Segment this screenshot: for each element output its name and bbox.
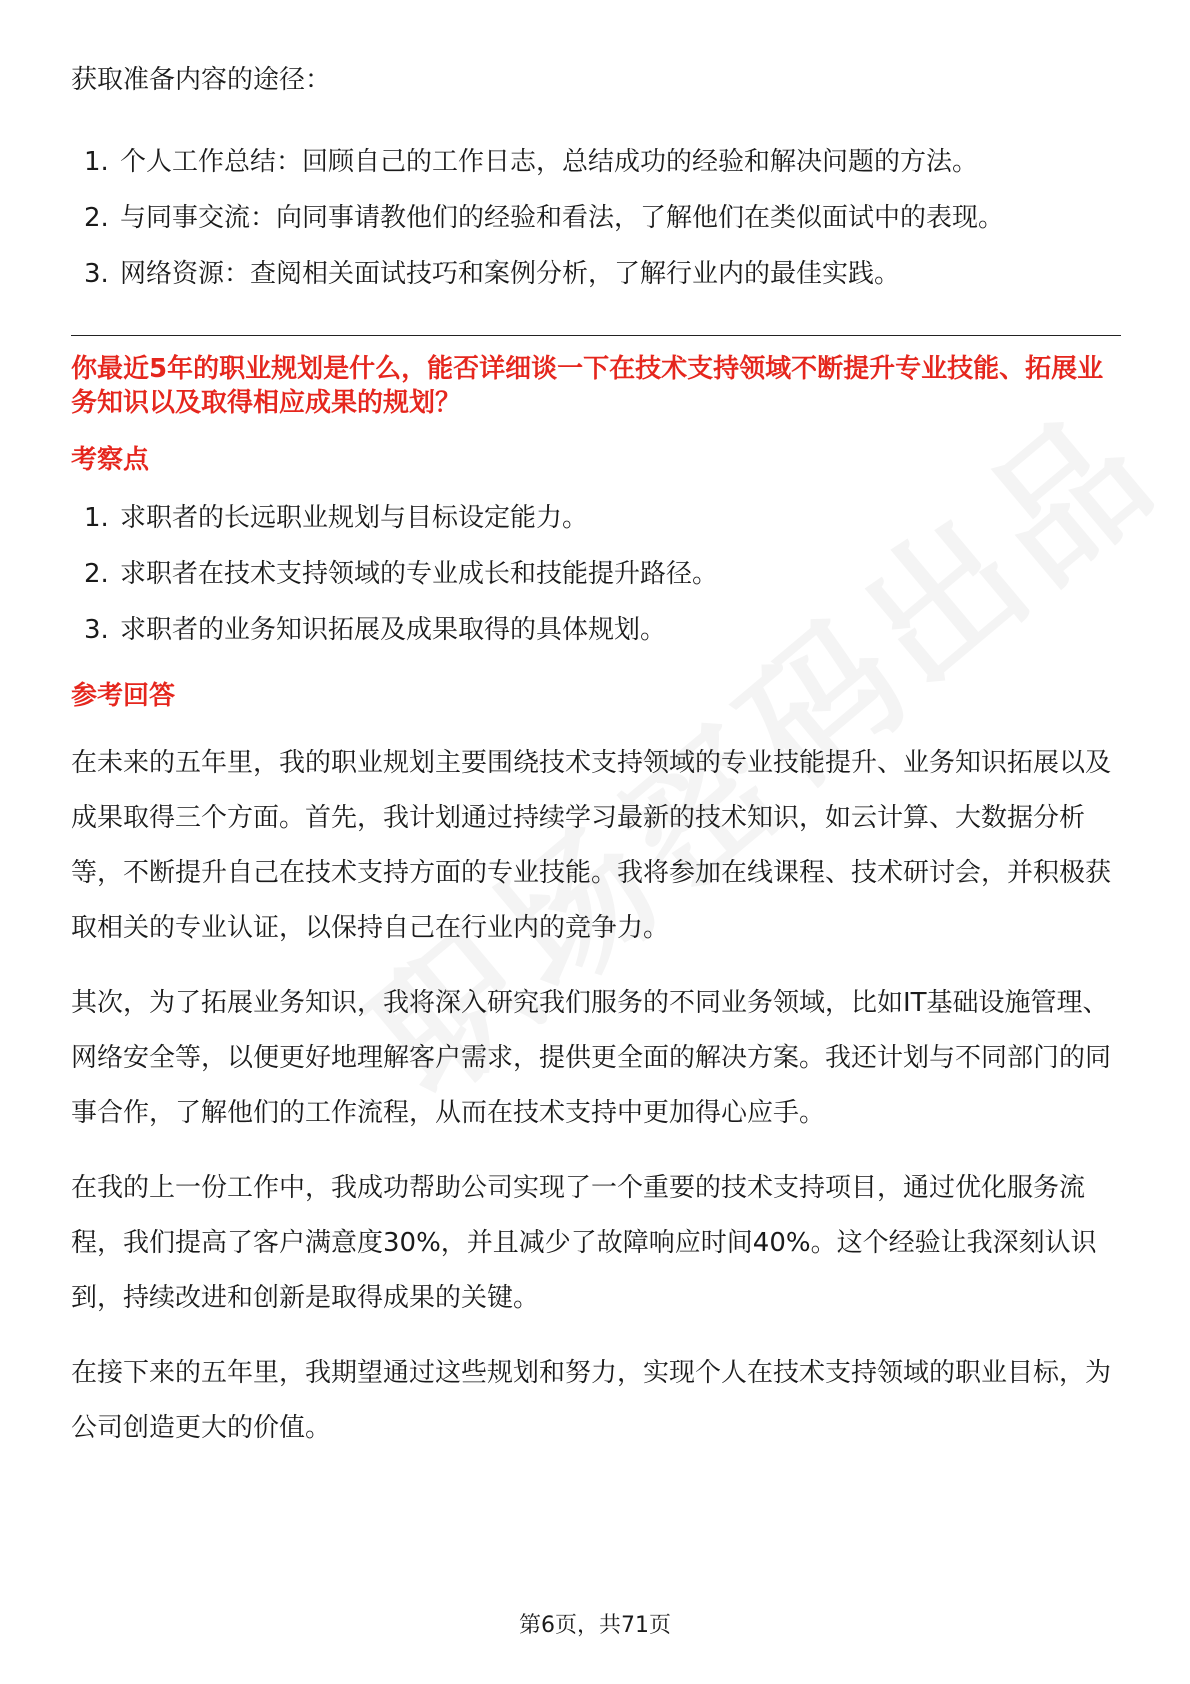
question-heading: 你最近5年的职业规划是什么，能否详细谈一下在技术支持领域不断提升专业技能、拓展业务知识以及取得相应成果的规划？	[71, 354, 1104, 418]
list-item: 2. 求职者在技术支持领域的专业成长和技能提升路径。	[84, 559, 719, 589]
page-content	[71, 52, 1121, 1476]
answer-paragraph: 在接下来的五年里，我期望通过这些规划和努力，实现个人在技术支持领域的职业目标，为公司创造更大的价值。	[71, 1358, 1112, 1443]
answer-paragraph: 其次，为了拓展业务知识，我将深入研究我们服务的不同业务领域，比如IT基础设施管理、网络安全等，以便更好地理解客户需求，提供更全面的解决方案。我还计划与不同部门的同事合作，了解他们的工作流程，从而在技术支持中更加得心应手。	[71, 988, 1112, 1128]
page-number: 第6页，共71页	[519, 1613, 671, 1638]
answer-heading: 参考回答	[71, 681, 176, 711]
list-item: 3. 求职者的业务知识拓展及成果取得的具体规划。	[84, 615, 667, 645]
focus-list	[71, 490, 1121, 658]
list-item: 1. 求职者的长远职业规划与目标设定能力。	[84, 503, 589, 533]
intro-title: 获取准备内容的途径：	[71, 65, 332, 95]
section-divider	[71, 335, 1121, 336]
list-item: 1. 个人工作总结：回顾自己的工作日志，总结成功的经验和解决问题的方法。	[84, 147, 979, 177]
answer-paragraph: 在我的上一份工作中，我成功帮助公司实现了一个重要的技术支持项目，通过优化服务流程，我们提高了客户满意度30%，并且减少了故障响应时间40%。这个经验让我深刻认识到，持续改进和创新是取得成果的关键。	[71, 1173, 1097, 1313]
intro-list	[71, 134, 1121, 302]
focus-heading: 考察点	[71, 445, 150, 475]
list-item: 2. 与同事交流：向同事请教他们的经验和看法，了解他们在类似面试中的表现。	[84, 203, 1005, 233]
answer-paragraph: 在未来的五年里，我的职业规划主要围绕技术支持领域的专业技能提升、业务知识拓展以及成果取得三个方面。首先，我计划通过持续学习最新的技术知识，如云计算、大数据分析等，不断提升自己在技术支持方面的专业技能。我将参加在线课程、技术研讨会，并积极获取相关的专业认证，以保持自己在行业内的竞争力。	[71, 748, 1112, 943]
list-item: 3. 网络资源：查阅相关面试技巧和案例分析，了解行业内的最佳实践。	[84, 259, 901, 289]
